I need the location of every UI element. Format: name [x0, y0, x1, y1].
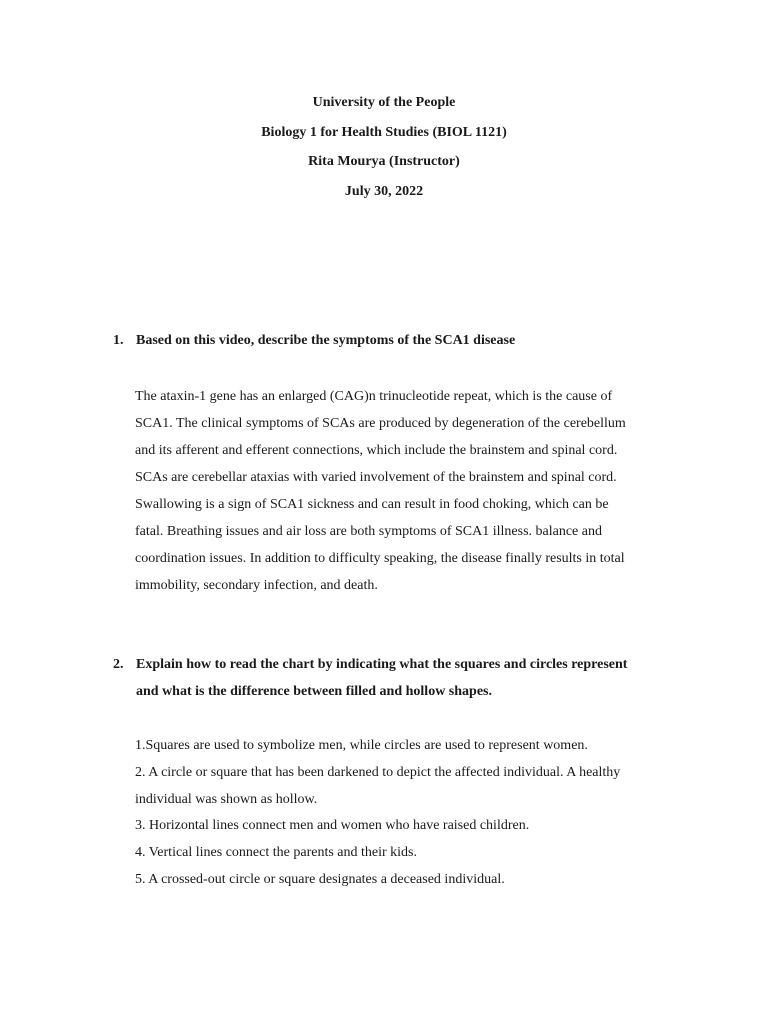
answer-2-line: 2. A circle or square that has been darkened to depict the affected individual. A healthy [135, 765, 621, 780]
university-name: University of the People [312, 95, 456, 110]
question-2-prompt-line: Explain how to read the chart by indicating what the squares and circles represent [136, 657, 628, 672]
question-2-number: 2. [113, 657, 124, 672]
answer-1-line: immobility, secondary infection, and death. [135, 578, 378, 593]
answer-1-line: SCAs are cerebellar ataxias with varied involvement of the brainstem and spinal cord. [135, 470, 617, 485]
question-1-prompt-line: Based on this video, describe the symptoms of the SCA1 disease [136, 333, 516, 348]
question-1-number: 1. [113, 333, 124, 348]
instructor-name: Rita Mourya (Instructor) [308, 154, 460, 169]
answer-2-line: 4. Vertical lines connect the parents and their kids. [135, 845, 417, 860]
answer-1-line: The ataxin-1 gene has an enlarged (CAG)n trinucleotide repeat, which is the cause of [135, 389, 613, 404]
answer-2-line: 3. Horizontal lines connect men and women who have raised children. [135, 818, 530, 833]
answer-1-line: and its afferent and efferent connections, which include the brainstem and spinal cord. [135, 443, 618, 458]
answer-1-line: Swallowing is a sign of SCA1 sickness and can result in food choking, which can be [135, 497, 609, 512]
answer-1-line: coordination issues. In addition to difficulty speaking, the disease finally results in total [135, 551, 625, 566]
question-2-prompt-line: and what is the difference between filled and hollow shapes. [136, 684, 492, 699]
answer-2-line: 5. A crossed-out circle or square designates a deceased individual. [135, 872, 505, 887]
course-title: Biology 1 for Health Studies (BIOL 1121) [261, 125, 507, 140]
answer-1-line: fatal. Breathing issues and air loss are both symptoms of SCA1 illness. balance and [135, 524, 602, 539]
document-date: July 30, 2022 [344, 184, 424, 199]
question-1-prompt [113, 327, 515, 354]
answer-2-line: 1.Squares are used to symbolize men, while circles are used to represent women. [135, 738, 588, 753]
question-2-prompt [113, 651, 627, 678]
answer-1-line: SCA1. The clinical symptoms of SCAs are produced by degeneration of the cerebellum [135, 416, 626, 431]
answer-2-line: individual was shown as hollow. [135, 792, 318, 807]
